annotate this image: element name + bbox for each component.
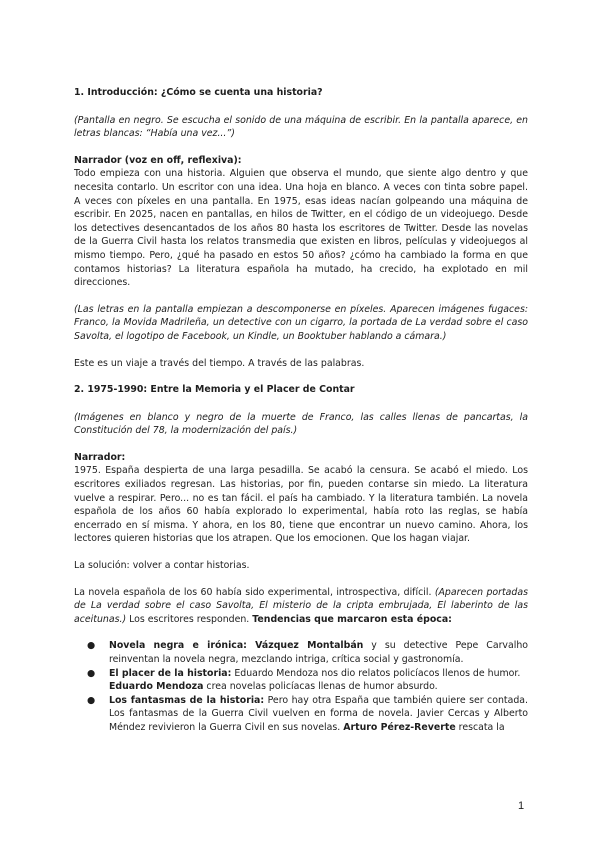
list-item-bold: El placer de la historia: <box>109 667 232 679</box>
section-1-stage-direction: (Pantalla en negro. Se escucha el sonido de una máquina de escribir. En la pantalla aparece, en letras blancas: “Había una vez...”) <box>74 114 528 140</box>
section-2-stage-direction: (Imágenes en blanco y negro de la muerte de Franco, las calles llenas de pancartas, la Constitución del 78, la modernización del país.) <box>74 411 528 437</box>
bullet-icon: ● <box>87 667 96 679</box>
section-1-narrator-label: Narrador (voz en off, reflexiva): <box>74 154 242 166</box>
trends-response: Los escritores responden. <box>129 613 250 625</box>
list-item-text: Eduardo Mendoza nos dio relatos policíacos llenos de humor. <box>231 667 521 679</box>
list-item-bold: Los fantasmas de la historia: <box>109 694 265 706</box>
list-item-bold-2: Arturo Pérez-Reverte <box>343 721 456 733</box>
section-1-narration: Todo empieza con una historia. Alguien que observa el mundo, que siente algo dentro y que necesita contarlo. Un escritor con una idea. Una hoja en blanco. A veces con tinta sobre papel. A veces con píxeles en una pantalla. En 1975, esas ideas nacían golpeando una máquina de escribir. En 2025, nacen en pantallas, en hilos de Twitter, en el código de un videojuego. Desde los detectives desencantados de los años 80 hasta los escritores de Twitter. Desde las novelas de la Guerra Civil hasta los relatos transmedia que existen en libros, películas y videojuegos al mismo tiempo. Pero, ¿qué ha pasado en estos 50 años? ¿cómo ha cambiado la forma en que contamos historias? La literatura española ha mutado, ha crecido, ha explotado en mil direcciones. <box>74 168 528 289</box>
trends-intro: La novela española de los 60 había sido experimental, introspectiva, difícil. <box>74 586 432 598</box>
page-number: 1 <box>518 800 525 812</box>
page-content <box>74 86 528 735</box>
section-2-heading: 2. 1975-1990: Entre la Memoria y el Placer de Contar <box>74 384 355 396</box>
section-2-narration: 1975. España despierta de una larga pesadilla. Se acabó la censura. Se acabó el miedo. Los escritores exiliados regresan. Las historias, por fin, pueden contarse sin miedo. La literatura vuelve a respirar. Pero... no es tan fácil. el país ha cambiado. Y la literatura también. La novela española de los años 60 había explorado lo experimental, había roto las reglas, se había encerrado en sí misma. Y ahora, en los 80, tiene que encontrar un nuevo camino. Ahora, los lectores quieren historias que los atrapen. Que los emocionen. Que los hagan viajar. <box>74 465 528 545</box>
section-2-narrator-label: Narrador: <box>74 451 126 463</box>
list-item-text-2: crea novelas policíacas llenas de humor absurdo. <box>203 681 438 693</box>
section-2-trends-paragraph <box>74 586 528 627</box>
list-item <box>74 667 528 694</box>
section-1-heading: 1. Introducción: ¿Cómo se cuenta una historia? <box>74 87 323 98</box>
list-item <box>74 639 528 666</box>
trends-stage-direction: (Aparecen portadas de La verdad sobre el caso Savolta, El misterio de la cripta embrujada, El laberinto de las aceitunas.) <box>74 586 529 625</box>
section-2-solution: La solución: volver a contar historias. <box>74 560 250 572</box>
list-item-text: Pero hay otra España que también quiere ser contada. Los fantasmas de la Guerra Civil vuelven en forma de novela. Javier Cercas y Alberto Méndez revivieron la Guerra Civil en sus novelas. <box>109 694 528 733</box>
bullet-icon: ● <box>87 694 96 706</box>
list-item-text-2: rescata la <box>455 721 505 733</box>
list-item-bold-2: Eduardo Mendoza <box>109 681 204 693</box>
list-item <box>74 694 528 735</box>
section-1-closing: Este es un viaje a través del tiempo. A través de las palabras. <box>74 357 365 369</box>
section-1-stage-direction-2: (Las letras en la pantalla empiezan a descomponerse en píxeles. Aparecen imágenes fugaces: Franco, la Movida Madrileña, un detective con un cigarro, la portada de La verdad sobre el caso Savolta, el logotipo de Facebook, un Kindle, un Booktuber hablando a cámara.) <box>74 303 528 342</box>
trends-label: Tendencias que marcaron esta época: <box>252 613 452 625</box>
trends-list <box>74 639 528 734</box>
bullet-icon: ● <box>87 640 96 652</box>
list-item-text: y su detective Pepe Carvalho reinventan la novela negra, mezclando intriga, crítica social y gastronomía. <box>109 640 528 665</box>
list-item-bold: Novela negra e irónica: Vázquez Montalbán <box>109 640 364 652</box>
